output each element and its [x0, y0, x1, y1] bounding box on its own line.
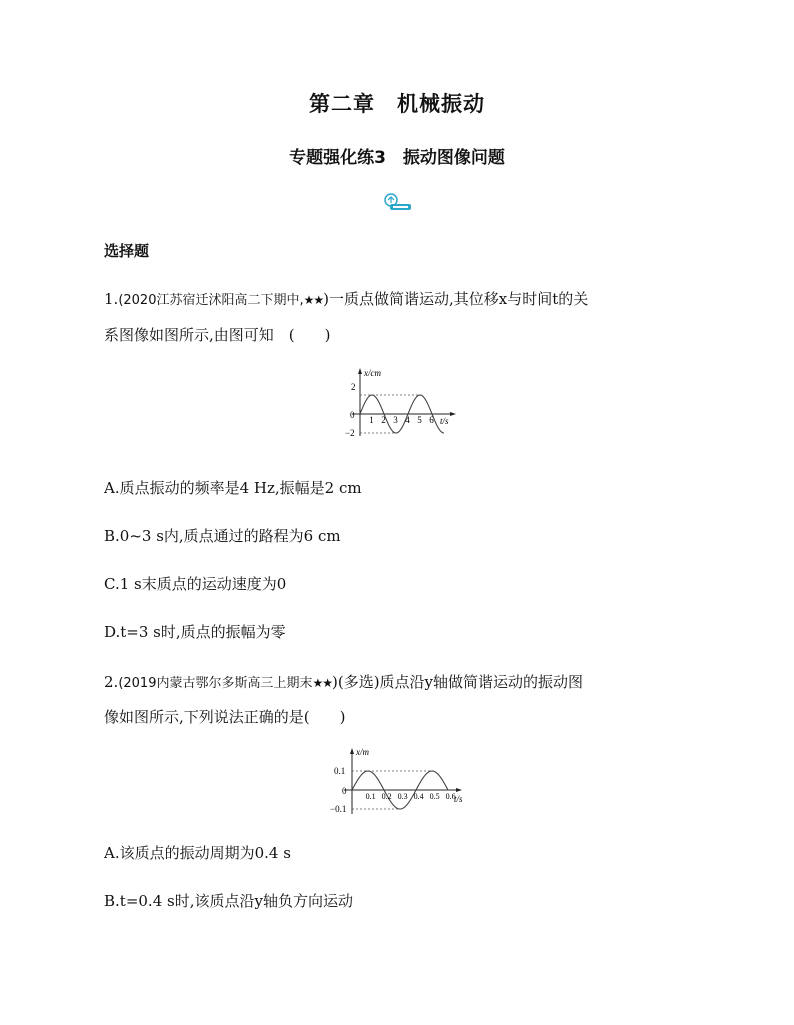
info-badge-icon[interactable] — [383, 193, 413, 215]
x-tick-label: 3 — [393, 415, 398, 425]
y-bottom-label: −0.1 — [330, 804, 347, 814]
question-number: 2. — [104, 673, 119, 691]
x-tick-label: 0.2 — [381, 792, 392, 801]
difficulty-stars-icon: ★★ — [312, 676, 332, 690]
option-a[interactable]: A.质点振动的频率是4 Hz,振幅是2 cm — [104, 479, 362, 497]
y-axis-label: x/m — [356, 747, 369, 757]
origin-label: 0 — [350, 410, 355, 420]
option-b[interactable]: B.t=0.4 s时,该质点沿y轴负方向运动 — [104, 892, 353, 910]
question-1-line-2: 系图像如图所示,由图可知 ( ) — [104, 326, 331, 344]
question-2-line-2: 像如图所示,下列说法正确的是( ) — [104, 708, 346, 726]
x-tick-label: 0.3 — [397, 792, 408, 801]
y-axis-arrow — [350, 748, 354, 754]
option-d[interactable]: D.t=3 s时,质点的振幅为零 — [104, 623, 286, 641]
x-axis-label: t/s — [440, 416, 449, 426]
y-bottom-label: −2 — [345, 428, 355, 436]
y-top-label: 0.1 — [334, 766, 346, 776]
origin-label: 0 — [342, 786, 347, 796]
q1-chart — [340, 366, 460, 440]
y-axis-label: x/cm — [364, 368, 381, 378]
question-source: (2020江苏宿迁沭阳高二下期中, — [118, 293, 304, 308]
x-tick-label: 0.4 — [413, 792, 424, 801]
x-tick-label: 5 — [417, 415, 422, 425]
x-axis-arrow — [456, 788, 462, 792]
question-1-line-1 — [104, 287, 588, 313]
x-tick-label: 6 — [429, 415, 434, 425]
question-text: )一质点做简谐运动,其位移x与时间t的关 — [323, 290, 589, 308]
difficulty-stars-icon: ★★ — [303, 293, 324, 307]
option-c[interactable]: C.1 s末质点的运动速度为0 — [104, 575, 287, 593]
x-axis-label: t/s — [454, 794, 463, 804]
section-label: 选择题 — [104, 242, 150, 260]
chapter-title: 第二章 机械振动 — [309, 92, 485, 116]
question-text: )(多选)质点沿y轴做简谐运动的振动图 — [331, 673, 584, 691]
x-axis-arrow — [450, 412, 456, 416]
x-tick-label: 1 — [369, 415, 374, 425]
question-number: 1. — [104, 290, 119, 308]
q2-chart — [330, 746, 475, 820]
option-b[interactable]: B.0~3 s内,质点通过的路程为6 cm — [104, 527, 341, 545]
x-tick-label: 4 — [405, 415, 410, 425]
y-axis-arrow — [358, 368, 362, 374]
y-top-label: 2 — [351, 382, 356, 392]
section-title: 专题强化练3 振动图像问题 — [289, 148, 505, 168]
option-a[interactable]: A.该质点的振动周期为0.4 s — [104, 844, 291, 862]
x-tick-label: 0.1 — [365, 792, 376, 801]
x-tick-label: 0.6 — [445, 792, 456, 801]
question-source: (2019内蒙古鄂尔多斯高三上期末 — [118, 676, 313, 691]
x-tick-label: 0.5 — [429, 792, 440, 801]
question-2-line-1 — [104, 670, 583, 696]
x-tick-label: 2 — [381, 415, 386, 425]
